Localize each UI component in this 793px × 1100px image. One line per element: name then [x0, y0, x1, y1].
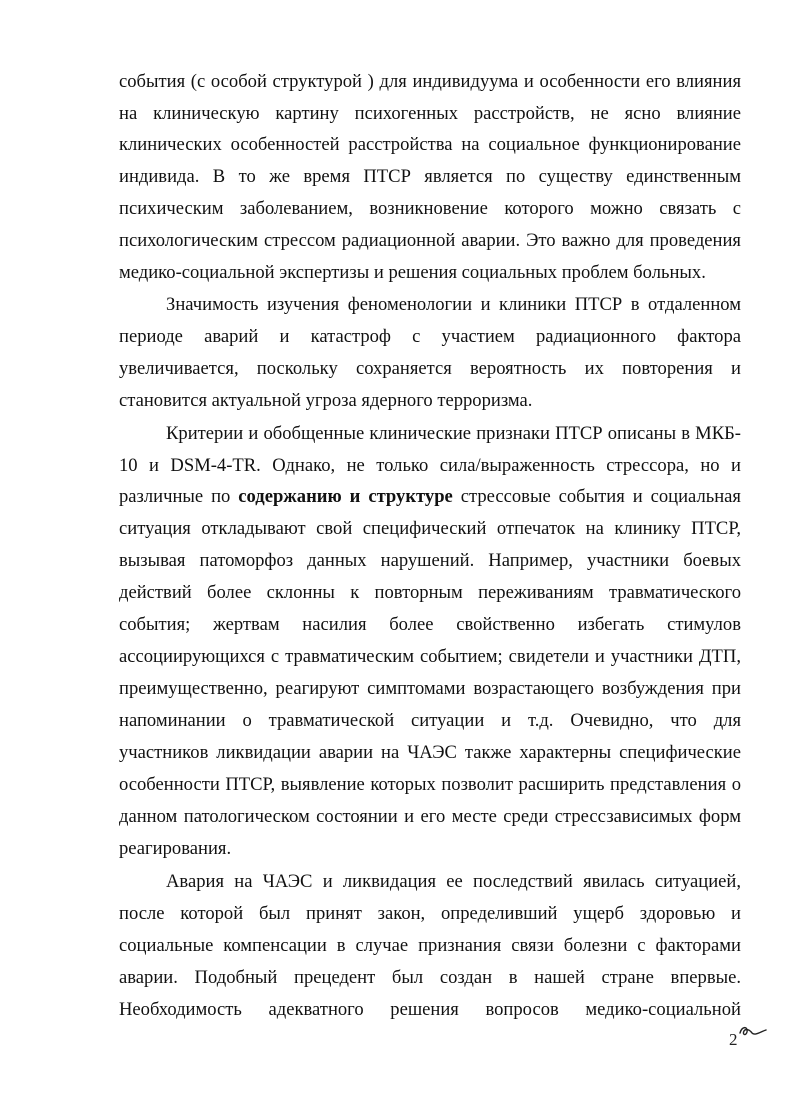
text-line: аварии. Подобный прецедент был создан в нашей стране впервые.	[119, 967, 741, 988]
page-number: 2	[729, 1030, 738, 1049]
paragraph-first-line: Критерии и обобщенные клинические признаки ПТСР описаны в МКБ-	[166, 423, 741, 444]
text-line: на клиническую картину психогенных расстройств, не ясно влияние	[119, 103, 741, 124]
text-line-with-emphasis	[119, 482, 741, 512]
text-line: психологическим стрессом радиационной аварии. Это важно для проведения	[119, 230, 741, 251]
bold-emphasis: содержанию и структуре	[238, 486, 453, 507]
text-line: увеличивается, поскольку сохраняется вероятность их повторения и	[119, 358, 741, 379]
handwritten-mark-icon	[738, 1020, 768, 1040]
text-line: реагирования.	[119, 838, 232, 859]
text-line: преимущественно, реагируют симптомами возрастающего возбуждения при	[119, 678, 741, 699]
text-line: напоминании о травматической ситуации и т.д. Очевидно, что для	[119, 710, 741, 731]
text-line: действий более склонны к повторным переживаниям травматического	[119, 582, 741, 603]
text-line: периоде аварий и катастроф с участием радиационного фактора	[119, 326, 741, 347]
text-line: становится актуальной угроза ядерного терроризма.	[119, 390, 533, 411]
text-line: клинических особенностей расстройства на социальное функционирование	[119, 134, 741, 155]
text-line: события; жертвам насилия более свойственно избегать стимулов	[119, 614, 741, 635]
text-segment: стрессовые события и социальная	[460, 486, 741, 507]
text-line: психическим заболеванием, возникновение которого можно связать с	[119, 198, 741, 219]
text-line: вызывая патоморфоз данных нарушений. Например, участники боевых	[119, 550, 741, 571]
paragraph-first-line: Авария на ЧАЭС и ликвидация ее последствий явилась ситуацией,	[166, 871, 741, 892]
text-line: события (с особой структурой ) для индивидуума и особенности его влияния	[119, 71, 741, 92]
text-line: индивида. В то же время ПТСР является по существу единственным	[119, 166, 741, 187]
text-line: ассоциирующихся с травматическим событием; свидетели и участники ДТП,	[119, 646, 741, 667]
text-line: особенности ПТСР, выявление которых позволит расширить представления о	[119, 774, 741, 795]
text-line: после которой был принят закон, определивший ущерб здоровью и	[119, 903, 741, 924]
text-line: участников ликвидации аварии на ЧАЭС также характерны специфические	[119, 742, 741, 763]
paragraph-first-line: Значимость изучения феноменологии и клиники ПТСР в отдаленном	[166, 294, 741, 315]
text-segment: различные по	[119, 486, 231, 507]
text-line: 10 и DSM-4-TR. Однако, не только сила/выраженность стрессора, но и	[119, 455, 741, 476]
text-line: ситуация откладывают свой специфический отпечаток на клинику ПТСР,	[119, 518, 741, 539]
text-line: Необходимость адекватного решения вопросов медико-социальной	[119, 999, 741, 1020]
text-line: медико-социальной экспертизы и решения социальных проблем больных.	[119, 262, 706, 283]
text-line: социальные компенсации в случае признания связи болезни с факторами	[119, 935, 741, 956]
text-line: данном патологическом состоянии и его месте среди стрессзависимых форм	[119, 806, 741, 827]
